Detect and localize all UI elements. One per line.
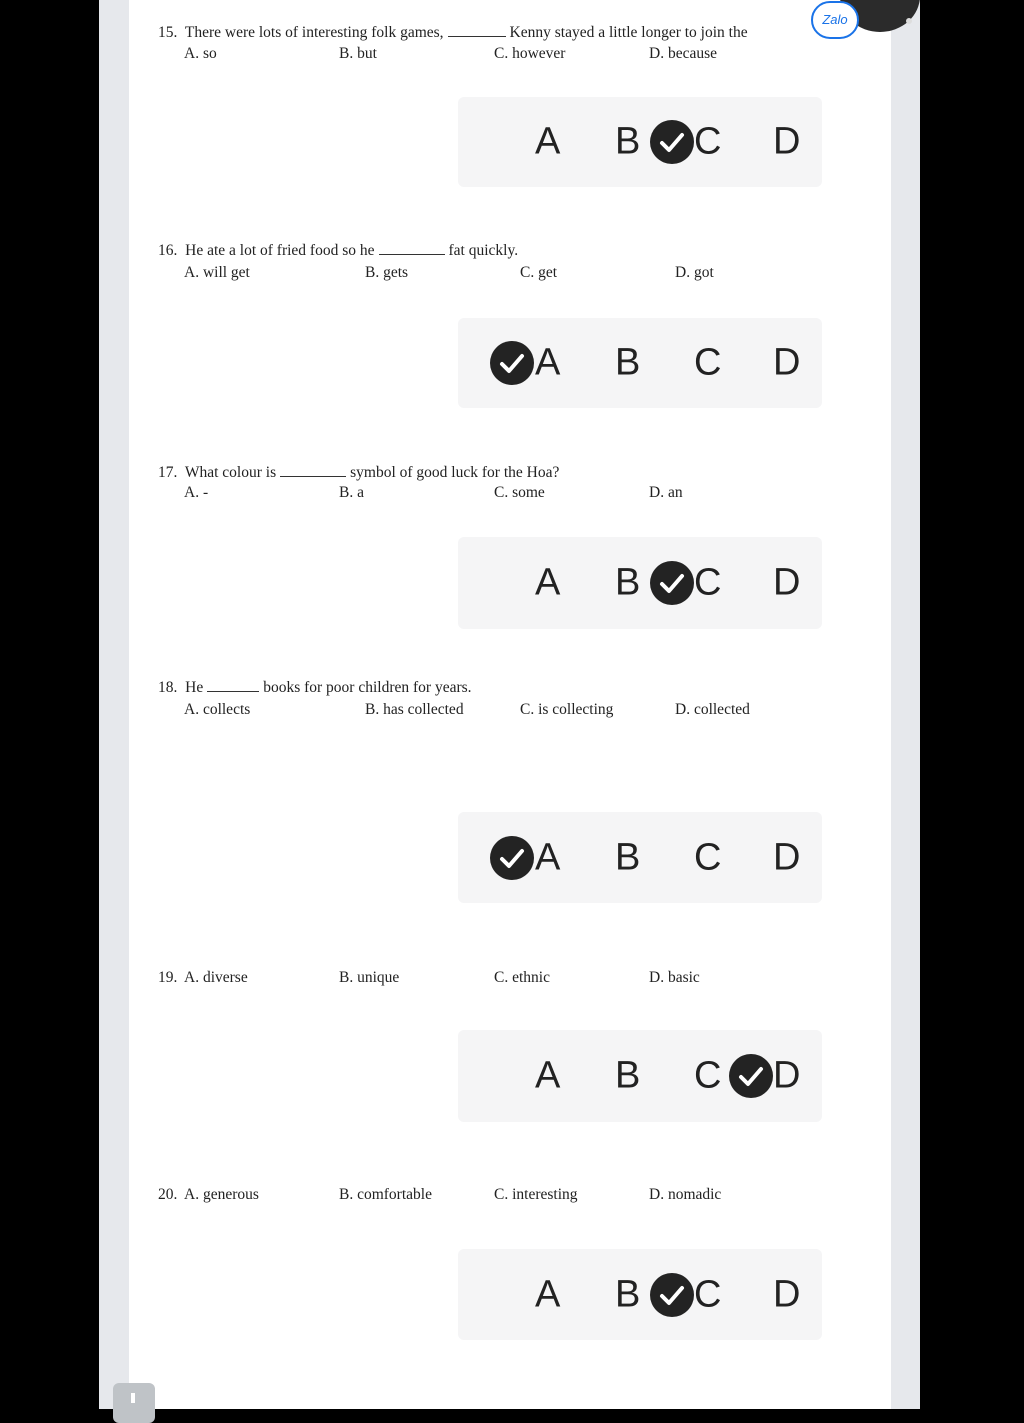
- q15-option-a: A. so: [184, 45, 217, 62]
- answer-d[interactable]: D: [773, 561, 801, 604]
- q16-option-d: D. got: [675, 264, 714, 281]
- question-19-number: 19.: [158, 969, 178, 986]
- answer-a[interactable]: A: [535, 836, 561, 878]
- q19-option-c: C. ethnic: [494, 969, 550, 986]
- q20-option-a: A. generous: [184, 1186, 259, 1203]
- answer-b[interactable]: B: [615, 341, 641, 384]
- q19-option-d: D. basic: [649, 969, 700, 986]
- check-circle-icon: [490, 836, 534, 880]
- answer-b[interactable]: B: [615, 1273, 641, 1315]
- q18-option-c: C. is collecting: [520, 701, 614, 718]
- q18-option-d: D. collected: [675, 701, 750, 718]
- answer-c[interactable]: C: [694, 561, 722, 604]
- q17-option-a: A. -: [184, 484, 209, 501]
- answer-b[interactable]: B: [615, 120, 641, 163]
- q15-answer-selector: [458, 97, 822, 187]
- q18-option-b: B. has collected: [365, 701, 464, 718]
- answer-d[interactable]: D: [773, 341, 801, 384]
- answer-a[interactable]: A: [535, 561, 561, 604]
- q15-option-b: B. but: [339, 45, 377, 62]
- q16-option-c: C. get: [520, 264, 558, 281]
- q17-option-c: C. some: [494, 484, 545, 501]
- answer-d[interactable]: D: [773, 836, 801, 878]
- check-circle-icon: [490, 341, 534, 385]
- answer-d[interactable]: D: [773, 1054, 801, 1097]
- q20-option-d: D. nomadic: [649, 1186, 722, 1203]
- q16-option-a: A. will get: [184, 264, 250, 281]
- q16-answer-selector: [458, 318, 822, 408]
- answer-d[interactable]: D: [773, 1273, 801, 1315]
- answer-c[interactable]: C: [694, 341, 722, 384]
- answer-c[interactable]: C: [694, 1273, 722, 1315]
- answer-c[interactable]: C: [694, 120, 722, 163]
- q16-option-b: B. gets: [365, 264, 409, 281]
- q17-option-d: D. an: [649, 484, 683, 501]
- answer-c[interactable]: C: [694, 836, 722, 878]
- check-circle-icon: [650, 1273, 694, 1317]
- q15-option-d: D. because: [649, 45, 717, 62]
- answer-b[interactable]: B: [615, 561, 641, 604]
- q19-option-a: A. diverse: [184, 969, 248, 986]
- q19-option-b: B. unique: [339, 969, 400, 986]
- zalo-icon[interactable]: Zalo: [811, 1, 859, 39]
- q19-answer-selector: [458, 1030, 822, 1122]
- question-15-stem: 15. There were lots of interesting folk games, Kenny stayed a little longer to join the: [158, 24, 748, 41]
- check-circle-icon: [650, 561, 694, 605]
- q17-answer-selector: [458, 537, 822, 629]
- check-circle-icon: [729, 1054, 773, 1098]
- answer-a[interactable]: A: [535, 1273, 561, 1315]
- q18-option-a: A. collects: [184, 701, 251, 718]
- q15-option-c: C. however: [494, 45, 566, 62]
- check-circle-icon: [650, 120, 694, 164]
- question-16-stem: 16. He ate a lot of fried food so he fat quickly.: [158, 242, 519, 259]
- question-18-stem: 18. He books for poor children for years.: [158, 679, 472, 696]
- q20-option-c: C. interesting: [494, 1186, 578, 1203]
- answer-d[interactable]: D: [773, 120, 801, 163]
- answer-c[interactable]: C: [694, 1054, 722, 1097]
- q17-option-b: B. a: [339, 484, 364, 501]
- answer-a[interactable]: A: [535, 1054, 561, 1097]
- question-20-number: 20.: [158, 1186, 178, 1203]
- question-17-stem: 17. What colour is symbol of good luck for the Hoa?: [158, 464, 560, 481]
- q20-option-b: B. comfortable: [339, 1186, 432, 1203]
- answer-b[interactable]: B: [615, 1054, 641, 1097]
- answer-b[interactable]: B: [615, 836, 641, 878]
- alert-icon[interactable]: [113, 1383, 155, 1423]
- answer-a[interactable]: A: [535, 341, 561, 384]
- answer-a[interactable]: A: [535, 120, 561, 163]
- status-dot-icon: [906, 18, 912, 24]
- q18-answer-selector: [458, 812, 822, 903]
- q20-answer-selector: [458, 1249, 822, 1340]
